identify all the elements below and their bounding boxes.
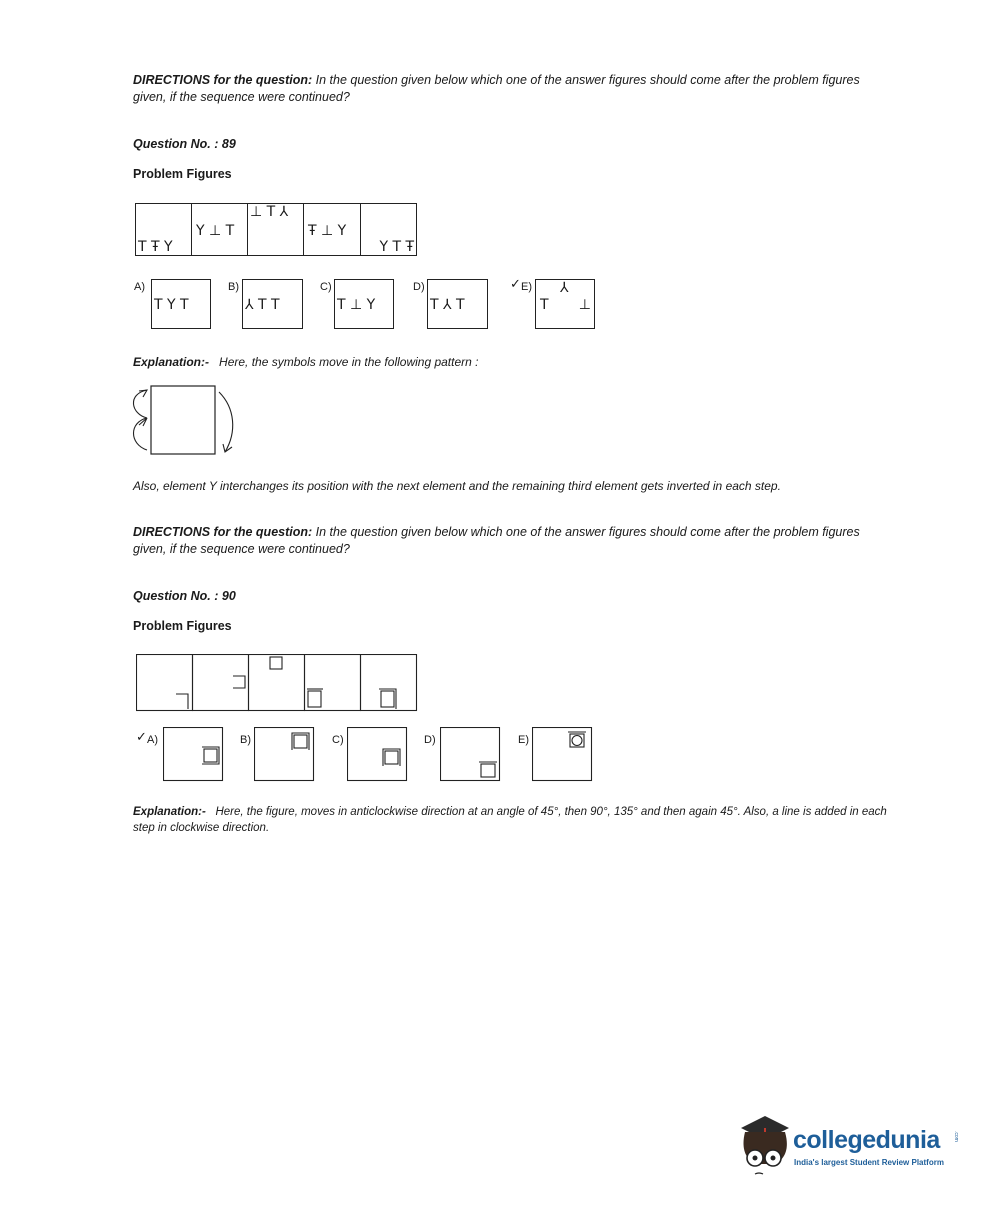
q89-option-b-symbols: ⅄ T T — [245, 297, 280, 313]
q89-pf1-symbols: T Ŧ Y — [138, 239, 173, 255]
q89-directions-text: In the question given below which one of the answer figures should come after the problem figures given, if the sequence were continued? — [133, 73, 860, 104]
q90-problem-figure-2 — [193, 655, 249, 711]
mascot-icon — [735, 1108, 793, 1180]
q90-explanation — [133, 804, 893, 836]
q89-problem-figures-label: Problem Figures — [133, 167, 232, 181]
q89-option-b[interactable] — [242, 279, 303, 329]
q90-problem-figure-5 — [361, 655, 417, 711]
q89-explanation-2: Also, element Y interchanges its position with the next element and the remaining third element gets inverted in each step. — [133, 479, 781, 493]
q89-problem-figure-4 — [303, 203, 361, 256]
q90-directions-label: DIRECTIONS for the question: — [133, 525, 313, 539]
q89-pf5-symbols: Y T Ŧ — [379, 239, 414, 255]
pattern-arrowhead-top — [139, 390, 147, 397]
q90-option-d[interactable] — [440, 727, 502, 783]
pattern-box — [151, 386, 215, 454]
q89-option-e-label: E) — [521, 281, 532, 293]
q90-directions-text: In the question given below which one of the answer figures should come after the problem figures given, if the sequence were continued? — [133, 525, 860, 556]
q89-option-d[interactable] — [427, 279, 488, 329]
q89-pf2-symbols: Y ⊥ T — [196, 223, 235, 239]
q89-explanation-label: Explanation:- — [133, 355, 210, 369]
q89-option-e-symbols-top: ⅄ — [560, 280, 569, 296]
q89-explanation-text: Here, the symbols move in the following pattern : — [219, 355, 479, 369]
q89-correct-check-icon: ✓ — [510, 277, 521, 292]
q89-option-d-label: D) — [413, 281, 425, 293]
logo-name: collegedunia — [793, 1126, 940, 1154]
q90-option-a[interactable] — [163, 727, 225, 783]
q90-question-no: Question No. : 90 — [133, 589, 236, 603]
pattern-right-arrow — [219, 392, 233, 452]
q89-option-c-label: C) — [320, 281, 332, 293]
q89-question-no: Question No. : 89 — [133, 137, 236, 151]
q90-correct-check-icon: ✓ — [136, 730, 147, 745]
q90-option-b[interactable] — [254, 727, 316, 783]
q90-pf1-shape — [176, 694, 188, 709]
q89-pf4-symbols: Ŧ ⊥ Y — [308, 223, 347, 239]
q89-option-d-symbols: T ⅄ T — [430, 297, 465, 313]
q90-option-b-label: B) — [240, 734, 251, 746]
q89-option-a-label: A) — [134, 281, 145, 293]
q90-problem-figure-3 — [249, 655, 305, 711]
q89-problem-figure-2 — [191, 203, 248, 256]
logo-tagline: India's largest Student Review Platform — [794, 1158, 944, 1167]
q90-directions — [133, 524, 893, 558]
q89-problem-figure-1 — [135, 203, 192, 256]
q90-option-c[interactable] — [347, 727, 409, 783]
q90-pf2-shape — [233, 676, 245, 688]
q89-option-c[interactable] — [334, 279, 394, 329]
q89-pf3-symbols: ⊥ T ⅄ — [250, 204, 289, 220]
q90-option-c-label: C) — [332, 734, 344, 746]
q89-option-a-symbols: T Y T — [154, 297, 189, 313]
q90-problem-figure-1 — [137, 655, 193, 711]
q89-option-c-symbols: T ⊥ Y — [337, 297, 376, 313]
q89-problem-figure-3 — [247, 203, 304, 256]
q90-problem-figures-label: Problem Figures — [133, 619, 232, 633]
q89-option-a[interactable] — [151, 279, 211, 329]
q89-directions-label: DIRECTIONS for the question: — [133, 73, 313, 87]
logo-suffix: .com — [953, 1131, 959, 1142]
q90-option-e[interactable] — [532, 727, 594, 783]
q90-option-a-label: A) — [147, 734, 158, 746]
q89-directions — [133, 72, 893, 106]
q90-explanation-label: Explanation:- — [133, 806, 206, 818]
q89-movement-pattern-diagram — [125, 380, 245, 460]
q89-option-e[interactable] — [535, 279, 595, 329]
q90-pf4-shape — [308, 691, 321, 707]
q90-pf3-shape — [270, 657, 282, 669]
q90-problem-figures — [136, 654, 420, 714]
q90-explanation-text: Here, the figure, moves in anticlockwise direction at an angle of 45°, then 90°, 135° and then again 45°. Also, a line is added in each step in clockwise direction. — [133, 806, 887, 834]
q90-problem-figure-4 — [305, 655, 361, 711]
q89-problem-figure-5 — [360, 203, 417, 256]
q89-option-b-label: B) — [228, 281, 239, 293]
q89-explanation — [133, 354, 893, 370]
q90-option-d-label: D) — [424, 734, 436, 746]
q90-option-e-label: E) — [518, 734, 529, 746]
q89-option-e-symbols-right: ⊥ — [578, 297, 591, 313]
q89-option-e-symbols-left: T — [540, 297, 549, 313]
q90-pf5-shape — [381, 691, 394, 707]
